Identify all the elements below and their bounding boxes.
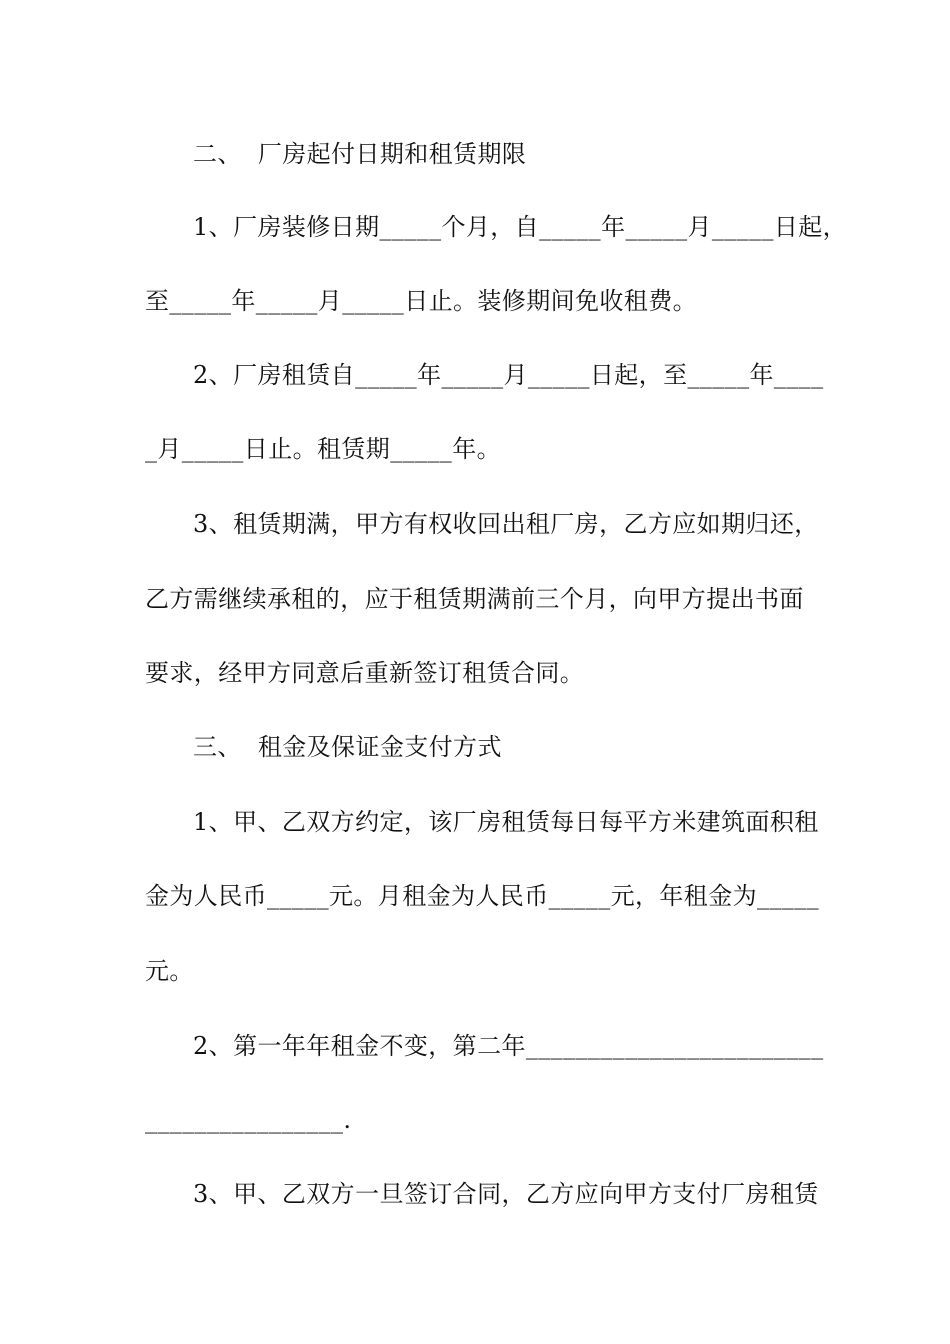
section-2-item-1-line-1: 1、厂房装修日期_____个月，自_____年_____月_____日起， [193, 213, 848, 241]
section-2-item-3-line-3: 要求，经甲方同意后重新签订租赁合同。 [145, 659, 585, 687]
section-3-item-2-line-1: 2、第一年年租金不变，第二年________________________ [193, 1032, 824, 1060]
section-2-item-2-line-1: 2、厂房租赁自_____年_____月_____日起，至_____年____ [193, 361, 824, 389]
section-3-item-1-line-2: 金为人民币_____元。月租金为人民币_____元，年租金为_____ [145, 882, 819, 910]
section-3-item-3-line-1: 3、甲、乙双方一旦签订合同，乙方应向甲方支付厂房租赁 [193, 1180, 819, 1208]
section-2-heading: 二、 厂房起付日期和租赁期限 [193, 140, 527, 168]
section-2-item-2-line-2: _月_____日止。租赁期_____年。 [145, 435, 501, 463]
section-3-heading: 三、 租金及保证金支付方式 [193, 733, 502, 761]
section-3-item-1-line-3: 元。 [145, 957, 194, 985]
section-2-item-3-line-2: 乙方需继续承租的，应于租赁期满前三个月，向甲方提出书面 [145, 585, 804, 613]
section-2-item-3-line-1: 3、租赁期满，甲方有权收回出租厂房，乙方应如期归还， [193, 510, 819, 538]
section-2-item-1-line-2: 至_____年_____月_____日止。装修期间免收租费。 [145, 287, 697, 315]
section-3-item-2-line-2: ________________. [145, 1106, 352, 1134]
section-3-item-1-line-1: 1、甲、乙双方约定，该厂房租赁每日每平方米建筑面积租 [193, 808, 819, 836]
